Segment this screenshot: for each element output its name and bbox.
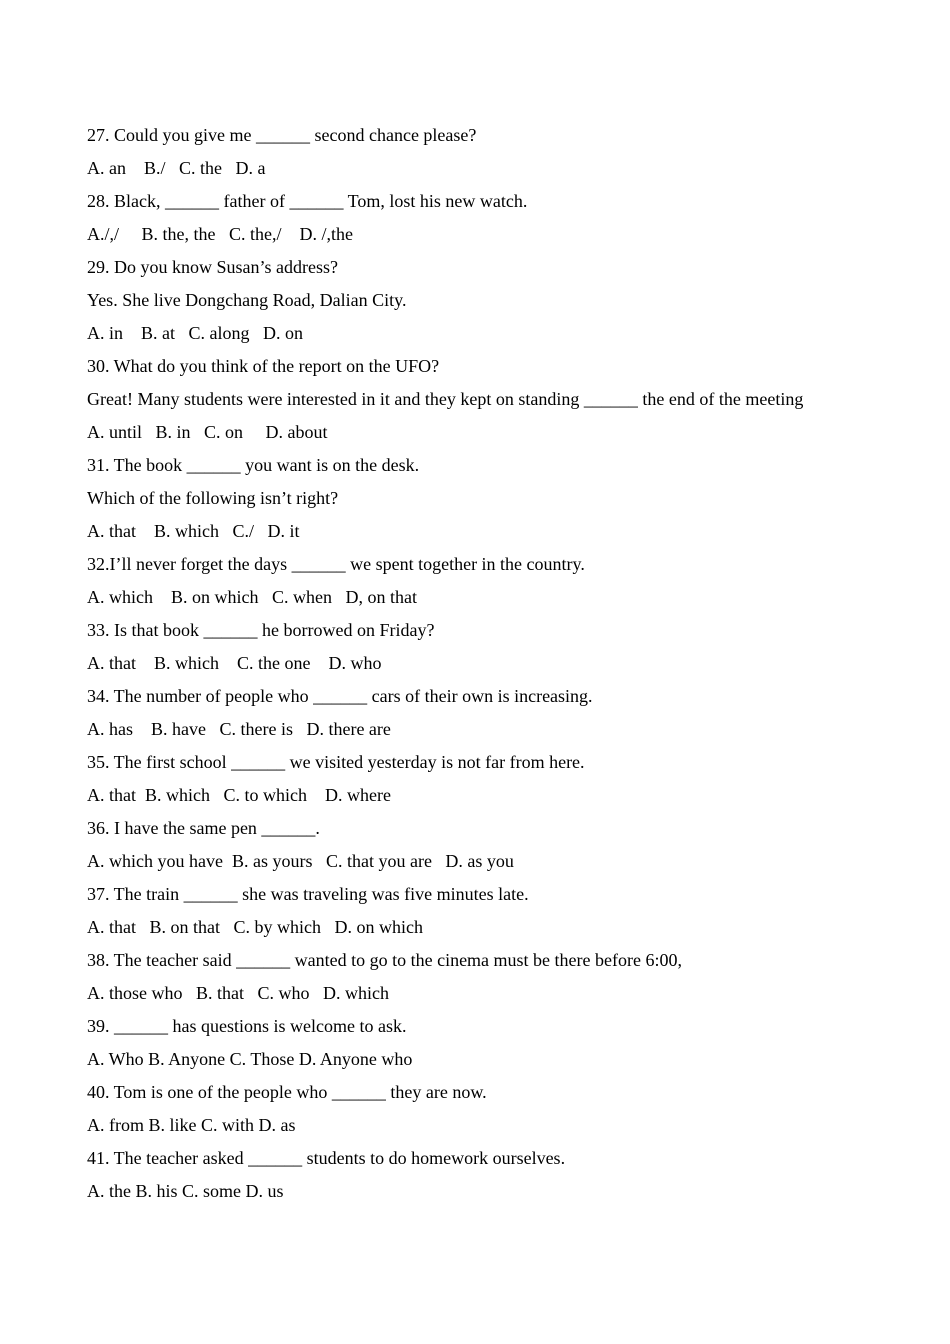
question-31-prompt: Which of the following isn’t right? [87,488,339,508]
question-list [87,119,927,1208]
question-39: 39. ______ has questions is welcome to ask. [87,1016,407,1036]
question-32: 32.I’ll never forget the days ______ we spent together in the country. [87,554,585,574]
question-33: 33. Is that book ______ he borrowed on Friday? [87,620,435,640]
options-41: A. the B. his C. some D. us [87,1181,284,1201]
question-35: 35. The first school ______ we visited yesterday is not far from here. [87,752,585,772]
question-29: 29. Do you know Susan’s address? [87,257,338,277]
question-41: 41. The teacher asked ______ students to do homework ourselves. [87,1148,566,1168]
question-27: 27. Could you give me ______ second chance please? [87,125,477,145]
options-29: A. in B. at C. along D. on [87,323,303,343]
options-39: A. Who B. Anyone C. Those D. Anyone who [87,1049,413,1069]
question-37: 37. The train ______ she was traveling was five minutes late. [87,884,529,904]
question-28: 28. Black, ______ father of ______ Tom, lost his new watch. [87,191,528,211]
options-33: A. that B. which C. the one D. who [87,653,382,673]
question-40: 40. Tom is one of the people who ______ they are now. [87,1082,487,1102]
options-36: A. which you have B. as yours C. that you are D. as you [87,851,514,871]
options-38: A. those who B. that C. who D. which [87,983,389,1003]
options-34: A. has B. have C. there is D. there are [87,719,391,739]
question-38: 38. The teacher said ______ wanted to go to the cinema must be there before 6:00, [87,950,682,970]
options-27: A. an B./ C. the D. a [87,158,266,178]
options-30: A. until B. in C. on D. about [87,422,328,442]
question-34: 34. The number of people who ______ cars of their own is increasing. [87,686,593,706]
options-32: A. which B. on which C. when D, on that [87,587,417,607]
options-37: A. that B. on that C. by which D. on which [87,917,423,937]
question-30: 30. What do you think of the report on the UFO? [87,356,440,376]
options-40: A. from B. like C. with D. as [87,1115,296,1135]
options-35: A. that B. which C. to which D. where [87,785,391,805]
question-30-reply: Great! Many students were interested in it and they kept on standing ______ the end of the meeting [87,389,804,409]
question-36: 36. I have the same pen ______. [87,818,320,838]
options-31: A. that B. which C./ D. it [87,521,300,541]
options-28: A./,/ B. the, the C. the,/ D. /,the [87,224,353,244]
question-31: 31. The book ______ you want is on the desk. [87,455,420,475]
question-29-reply: Yes. She live Dongchang Road, Dalian City. [87,290,407,310]
